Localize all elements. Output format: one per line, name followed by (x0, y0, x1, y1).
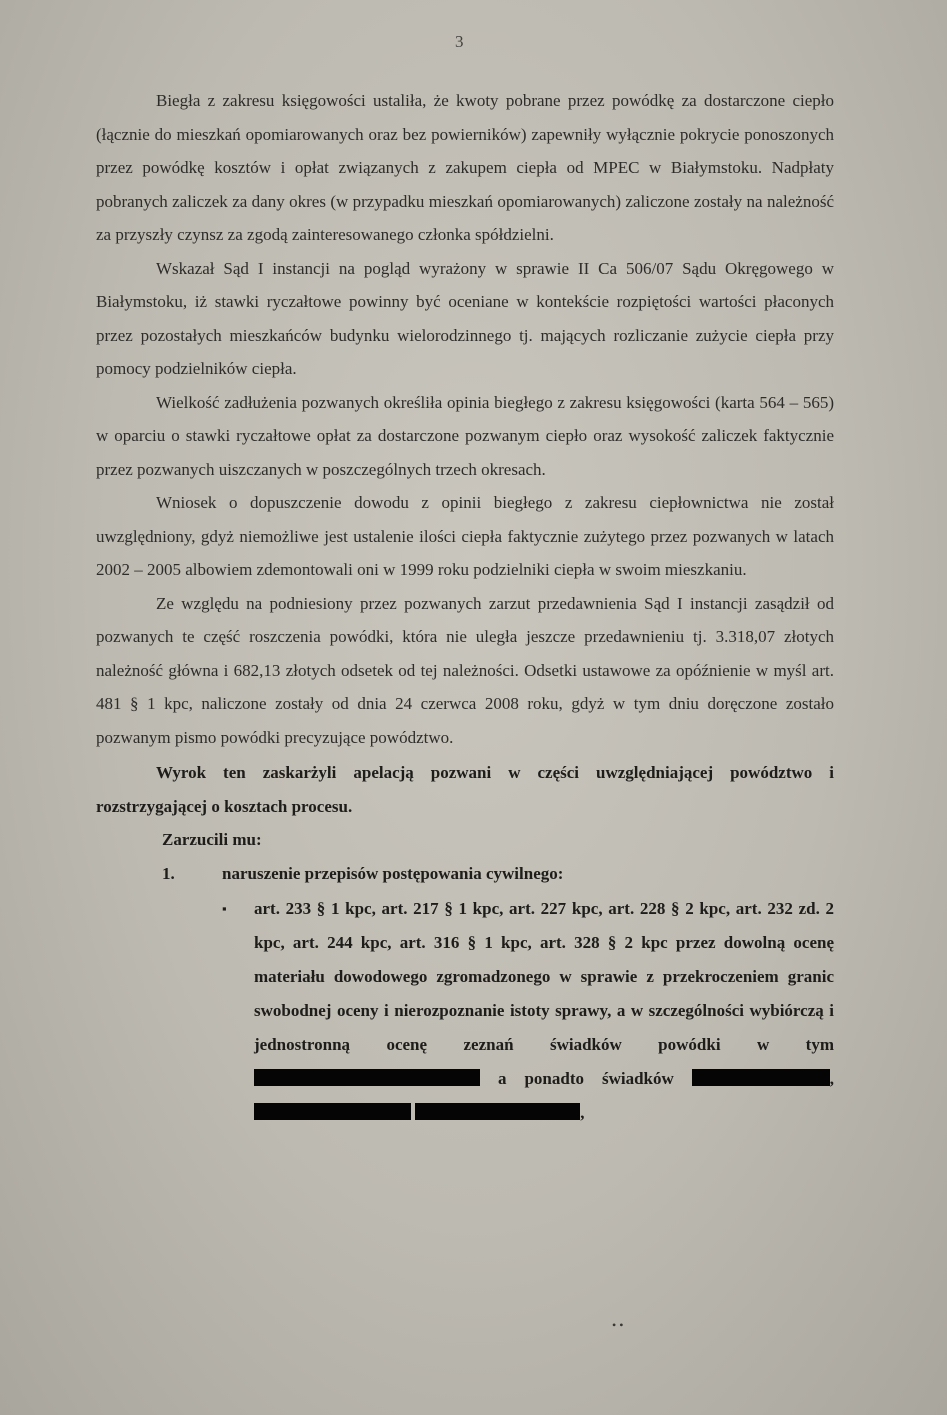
list-item-title: naruszenie przepisów postępowania cywilnego: (222, 863, 564, 883)
bullet-square-icon: ▪ (222, 901, 227, 916)
paragraph-5: Ze względu na podniesiony przez pozwanych zarzut przedawnienia Sąd I instancji zasądził od pozwanych te część roszczenia powódki, która nie uległa jeszcze przedawnieniu tj. 3.318,07 złotych należność główna i 682,13 złotych odsetek od tej należności. Odsetki ustawowe za opóźnienie w myśl art. 481 § 1 kpc, naliczone zostały od dnia 24 czerwca 2008 roku, gdyż w tym dniu doręczone zostało pozwanym pismo powódki precyzujące powództwo. (96, 593, 834, 747)
comma: , (580, 1103, 585, 1122)
charges-heading: Zarzucili mu: (162, 830, 262, 849)
bullet-after-redaction: a ponadto (497, 1069, 584, 1088)
document-body (96, 84, 834, 1130)
redaction-bar (254, 1069, 480, 1086)
redaction-bar (415, 1103, 580, 1120)
bullet-item (96, 892, 834, 1130)
list-number: 1. (162, 863, 175, 883)
footer-marks: • • (612, 1318, 624, 1332)
page-number: 3 (455, 32, 464, 51)
paragraph-1: Biegła z zakresu księgowości ustaliła, że kwoty pobrane przez powódkę za dostarczone ciepło (łącznie do mieszkań opomiarowanych oraz bez powierników) zapewniły wyłącznie pokrycie ponoszonych przez powódkę kosztów i opłat związanych z zakupem ciepła od MPEC w Białymstoku. Nadpłaty pobranych zaliczek za dany okres (w przypadku mieszkań opomiarowanych) zaliczone zostały na należność za przyszły czynsz za zgodą zainteresowanego członka spółdzielni. (96, 91, 834, 244)
bullet-line-start: świadków (601, 1069, 674, 1088)
list-item-1 (96, 857, 834, 891)
appeal-paragraph: Wyrok ten zaskarżyli apelacją pozwani w części uwzględniającej powództwo i rozstrzygającej o kosztach procesu. (96, 763, 834, 816)
paragraph-3: Wielkość zadłużenia pozwanych określiła opinia biegłego z zakresu księgowości (karta 564 – 565) w oparciu o stawki ryczałtowe opłat za dostarczone pozwanym ciepło oraz wysokość zaliczek faktycznie przez pozwanych uiszczanych w poszczególnych trzech okresach. (96, 392, 834, 479)
bullet-main-text: art. 233 § 1 kpc, art. 217 § 1 kpc, art. 227 kpc, art. 228 § 2 kpc, art. 232 zd. 2 kpc, art. 244 kpc, art. 316 § 1 kpc, art. 328 § 2 kpc przez dowolną ocenę materiału dowodowego zgromadzonego w sprawie z przekroczeniem granic swobodnej oceny i nierozpoznanie istoty sprawy, a w szczególności wybiórczą i jednostronną ocenę zeznań świadków powódki w tym (254, 899, 834, 1054)
paragraph-4: Wniosek o dopuszczenie dowodu z opinii biegłego z zakresu ciepłownictwa nie został uwzględniony, gdyż niemożliwe jest ustalenie ilości ciepła faktycznie zużytego przez pozwanych w latach 2002 – 2005 albowiem zdemontowali oni w 1999 roku podzielniki ciepła w swoim mieszkaniu. (96, 493, 834, 579)
redaction-bar (254, 1103, 411, 1120)
bullet-text (254, 892, 834, 1130)
redaction-bar (692, 1069, 830, 1086)
comma: , (829, 1069, 835, 1088)
paragraph-2: Wskazał Sąd I instancji na pogląd wyrażony w sprawie II Ca 506/07 Sądu Okręgowego w Białymstoku, iż stawki ryczałtowe powinny być oceniane w kontekście rozpiętości wartości płaconych przez pozostałych mieszkańców budynku wielorodzinnego tj. mających rozliczanie zużycie ciepła przy pomocy podzielników ciepła. (96, 258, 834, 378)
